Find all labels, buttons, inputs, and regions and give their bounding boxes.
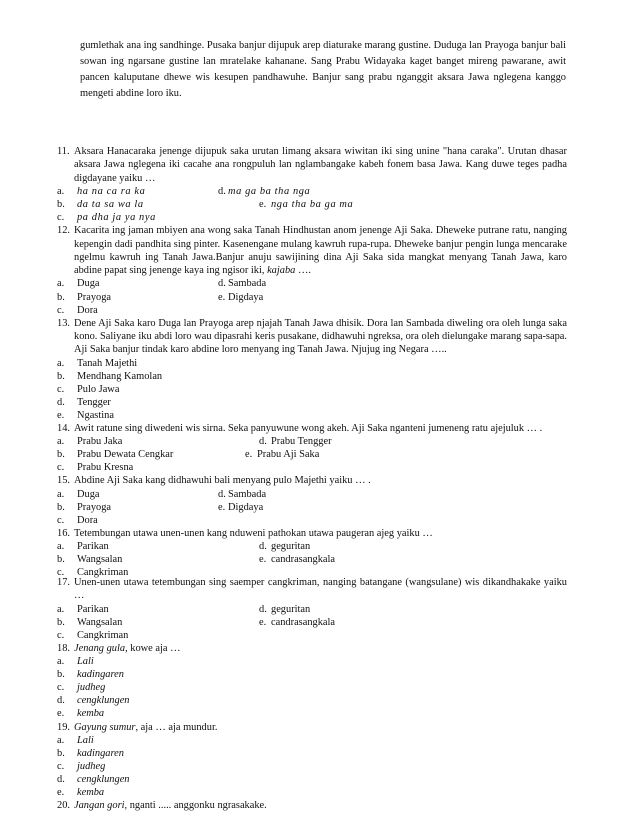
question-19 (57, 721, 567, 734)
option-text-e: Digdaya (228, 291, 264, 303)
question-17 (57, 576, 567, 603)
option-letter: e. (57, 786, 65, 798)
question-number: 12. (57, 225, 70, 237)
option-letter: d. (57, 695, 65, 707)
question-number: 13. (57, 317, 70, 329)
option-letter-d: d. (218, 186, 226, 198)
option-letter-d: d. (259, 603, 267, 615)
option-letter: b. (57, 370, 65, 382)
option-text-a: Prabu Jaka (77, 436, 123, 448)
option-text-c: Dora (77, 304, 98, 316)
option-text: kadingaren (77, 669, 124, 681)
option-letter: e. (57, 410, 65, 421)
option-letter-c: c. (57, 629, 65, 641)
question-text: Unen-unen utawa tetembungan sing saemper cangkriman, nanging batangane (wangsulane) wis dikandhakake yaiku … (74, 576, 567, 602)
intro-paragraph: gumlethak ana ing sandhinge. Pusaka banjur dijupuk arep diaturake marang gustine. Duduga lan Prayoga banjur bali sowan ing ngarsane gustine lan mratelake kahanane. Sang Prabu Widayaka kaget banget mireng pawarane, awit pancen kaluputane dhewe wis kesupen pandhawuhe. Banjur sang prabu nganggit aksara Jawa nglegena kanggo mengeti abdine loro iku. (80, 40, 566, 99)
option-letter-b: b. (57, 291, 65, 303)
option-text-b: da ta sa wa la (77, 199, 144, 211)
question-number: 16. (57, 527, 70, 539)
option-letter: d. (57, 773, 65, 785)
option-letter-c: c. (57, 514, 65, 526)
option-text-d: geguritan (271, 540, 311, 552)
option-letter-b: b. (57, 616, 65, 628)
question-13 (57, 317, 567, 357)
question-text: Gayung sumur, aja … aja mundur. (74, 721, 218, 733)
option-letter-e: e. (218, 501, 226, 513)
option-letter-c: c. (57, 462, 65, 474)
option-letter-b: b. (57, 449, 65, 461)
option-text-d: Sambada (228, 278, 267, 290)
option-text-e: candrasangkala (271, 616, 336, 628)
question-15 (57, 474, 567, 487)
option-text: Tanah Majethi (77, 357, 138, 369)
option-text-d: ma ga ba tha nga (228, 186, 311, 198)
option-text: kemba (77, 708, 105, 720)
option-letter-e: e. (218, 291, 226, 303)
option-letter-a: a. (57, 436, 65, 448)
option-letter-a: a. (57, 603, 65, 615)
option-text-c: Dora (77, 514, 98, 526)
option-letter-b: b. (57, 501, 65, 513)
option-text: kadingaren (77, 747, 124, 759)
option-text: Tengger (77, 396, 111, 408)
option-letter-a: a. (57, 278, 65, 290)
question-number: 15. (57, 475, 70, 487)
option-letter-c: c. (57, 212, 65, 224)
option-text-e: Digdaya (228, 501, 264, 513)
option-text-a: Parikan (77, 603, 109, 615)
question-number: 17. (57, 576, 70, 588)
option-text-a: ha na ca ra ka (77, 186, 146, 198)
question-text: Tetembungan utawa unen-unen kang nduweni pathokan utawa paugeran ajeg yaiku … (74, 527, 433, 539)
question-number: 19. (57, 721, 70, 733)
option-text-a: Duga (77, 278, 100, 290)
option-letter-b: b. (57, 199, 65, 211)
option-letter: b. (57, 669, 65, 681)
option-letter: a. (57, 734, 65, 746)
option-text: judheg (77, 760, 106, 772)
question-16 (57, 527, 567, 540)
option-text-a: Parikan (77, 540, 109, 552)
option-text: kemba (77, 786, 105, 798)
question-11 (57, 145, 567, 185)
question-text: Abdine Aji Saka kang didhawuhi bali menyang pulo Majethi yaiku … . (74, 475, 371, 487)
option-text-c: Cangkriman (77, 567, 129, 578)
question-number: 18. (57, 643, 70, 654)
option-letter: e. (57, 708, 65, 720)
option-text-d: Prabu Tengger (271, 436, 332, 448)
option-text-b: Prayoga (77, 291, 112, 303)
option-text: Lali (77, 734, 94, 746)
option-text-d: geguritan (271, 603, 311, 615)
option-text-b: Prayoga (77, 501, 112, 513)
question-text: Aksara Hanacaraka jenenge dijupuk saka urutan limang aksara wiwitan iki sing unine "hana caraka". Urutan dhasar aksara Jawa nglegena iki cacahe ana rongpuluh lan nglambangake kabeh fonem basa Jawa. Kang duwe teges padha digdayane yaiku … (74, 146, 567, 184)
option-letter-a: a. (57, 186, 65, 198)
option-letter-a: a. (57, 540, 65, 552)
option-letter-b: b. (57, 553, 65, 565)
option-letter: a. (57, 656, 65, 668)
option-text-c: Prabu Kresna (77, 462, 134, 474)
option-letter: c. (57, 760, 65, 772)
option-letter: c. (57, 383, 65, 395)
option-text: Lali (77, 656, 94, 668)
option-text-e: Prabu Aji Saka (257, 449, 320, 461)
option-text-b: Wangsalan (77, 553, 123, 565)
option-letter: c. (57, 682, 65, 694)
question-number: 20. (57, 799, 70, 811)
question-20 (57, 799, 567, 812)
option-text-a: Duga (77, 488, 100, 500)
option-text-c: Cangkriman (77, 629, 129, 641)
option-text: Pulo Jawa (77, 383, 120, 395)
question-18 (57, 642, 567, 655)
option-letter-a: a. (57, 488, 65, 500)
option-letter-e: e. (259, 553, 267, 565)
option-letter-d: d. (218, 278, 226, 290)
option-text-c: pa dha ja ya nya (77, 212, 156, 224)
question-text: Awit ratune sing diwedeni wis sirna. Seka panyuwune wong akeh. Aji Saka nganteni jumeneng ratu ajejuluk … . (74, 423, 543, 435)
option-letter-e: e. (259, 616, 267, 628)
question-text: Jenang gula, kowe aja … (74, 643, 181, 654)
option-letter-d: d. (259, 540, 267, 552)
option-text-e: candrasangkala (271, 553, 336, 565)
option-text: cengklungen (77, 773, 130, 785)
option-text: Mendhang Kamolan (77, 370, 163, 382)
option-letter-c: c. (57, 567, 65, 578)
option-letter-e: e. (259, 199, 267, 211)
option-text-d: Sambada (228, 488, 267, 500)
option-letter-d: d. (259, 436, 267, 448)
option-text: Ngastina (77, 410, 114, 421)
question-12 (57, 224, 567, 277)
option-text-b: Prabu Dewata Cengkar (77, 449, 174, 461)
question-14 (57, 422, 567, 435)
option-letter: b. (57, 747, 65, 759)
option-letter-d: d. (218, 488, 226, 500)
option-letter: d. (57, 396, 65, 408)
question-text: Dene Aji Saka karo Duga lan Prayoga arep njajah Tanah Jawa dhisik. Dora lan Sambada diweling ora oleh lunga saka kono. Saliyane iku abdi loro wau dipasrahi keris pusakane, didhawuhi ngreksa, ora oleh dielungake marang sapa-sapa. Aji Saka banjur tindak karo abdine loro menyang ing Tanah Jawa. Njujug ing Negara ….. (74, 317, 567, 356)
option-letter-c: c. (57, 304, 65, 316)
option-text-b: Wangsalan (77, 616, 123, 628)
question-number: 14. (57, 423, 70, 435)
question-text: Kacarita ing jaman mbiyen ana wong saka Tanah Hindhustan anom jenenge Aji Saka. Dheweke putrane ratu, nanging kepengin dadi pandhita sing pinter. Kasenengane mulang kawruh rupa-rupa. Dheweke banjur pengin lunga mencarake ngelmu kawruh ing Tanah Jawa.Banjur anuju sawijining dina Aji Saka sida mangkat menyang Tanah Jawa, karo abdine papat sing jenenge kaya ing ngisor iki, kajaba …. (74, 225, 567, 277)
option-letter-e: e. (245, 449, 253, 461)
option-text: judheg (77, 682, 106, 694)
question-number: 11. (57, 146, 70, 157)
question-text: Jangan gori, nganti ..... anggonku ngrasakake. (74, 799, 267, 811)
option-text-e: nga tha ba ga ma (271, 199, 354, 211)
option-letter: a. (57, 357, 65, 369)
option-text: cengklungen (77, 695, 130, 707)
